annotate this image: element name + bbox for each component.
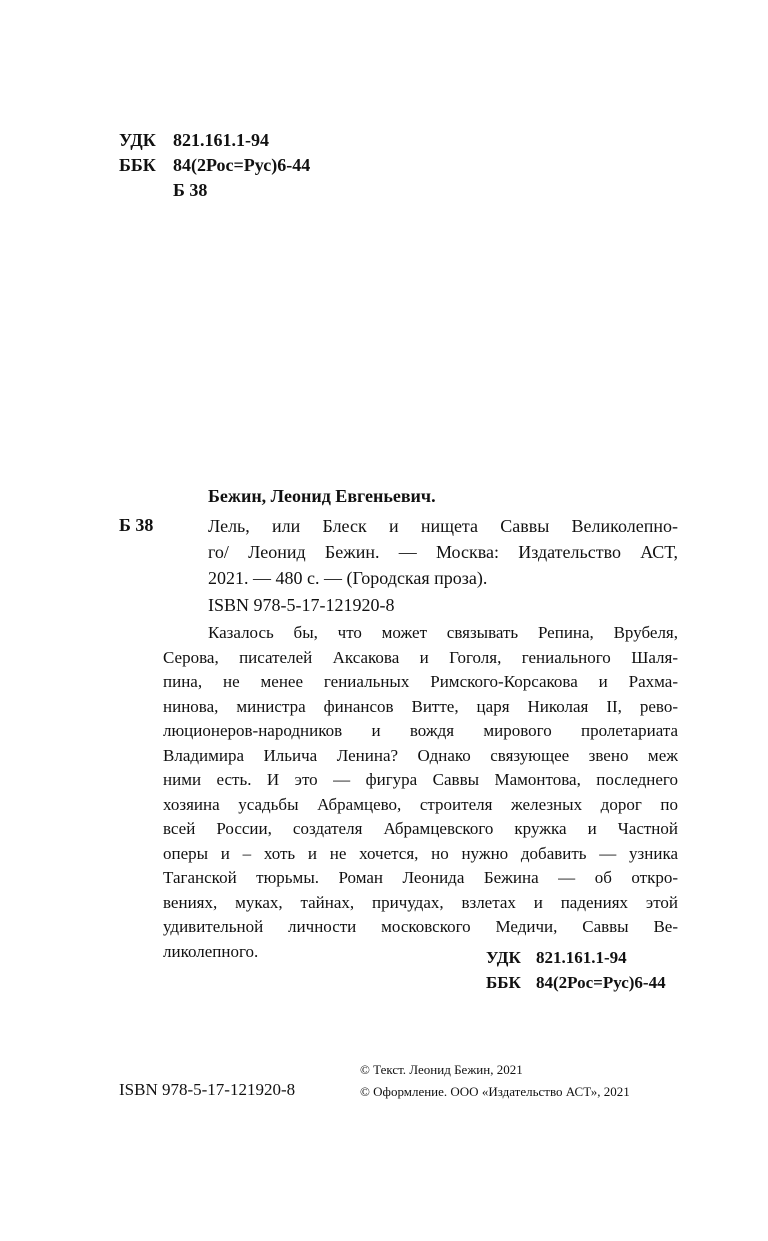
annotation-line: хозяина усадьбы Абрамцево, строителя железных дорог по <box>163 794 678 814</box>
bottom-udk-row <box>486 945 666 970</box>
annotation-line: Казалось бы, что может связывать Репина, Врубеля, <box>208 623 678 642</box>
entry-line: 2021. — 480 с. — (Городская проза). <box>208 568 488 588</box>
copyright-design: © Оформление. ООО «Издательство АСТ», 2021 <box>360 1084 630 1099</box>
annotation-line: Таганской тюрьмы. Роман Леонида Бежина — об откро- <box>163 868 678 887</box>
annotation-line: ними есть. И это — фигура Саввы Мамонтова, последнего <box>163 770 678 789</box>
annotation-line: люционеров-народников и вождя мирового пролетариата <box>163 721 678 740</box>
annotation-line: нинова, министра финансов Витте, царя Николая II, рево- <box>163 696 678 716</box>
entry-author-code: Б 38 <box>119 515 154 535</box>
annotation-line: ликолепного. <box>163 941 259 961</box>
footer-isbn: ISBN 978-5-17-121920-8 <box>119 1080 296 1099</box>
top-author-code-row <box>119 178 310 203</box>
copyright-block <box>360 1059 630 1103</box>
top-bbk-value: 84(2Рос=Рус)6-44 <box>173 155 311 175</box>
bottom-classification <box>486 945 666 995</box>
top-udk-value: 821.161.1-94 <box>173 130 269 150</box>
annotation-line: вениях, муках, тайнах, причудах, взлетах и падениях этой <box>163 892 678 912</box>
entry-isbn: ISBN 978-5-17-121920-8 <box>208 595 395 615</box>
bottom-udk-value: 821.161.1-94 <box>536 948 627 967</box>
entry-description <box>208 513 678 591</box>
annotation-line: всей России, создателя Абрамцевского кружка и Частной <box>163 819 678 838</box>
annotation-line: Серова, писателей Аксакова и Гоголя, гениального Шаля- <box>163 647 678 667</box>
bottom-bbk-value: 84(2Рос=Рус)6-44 <box>536 973 666 992</box>
annotation <box>163 621 678 964</box>
annotation-line: пина, не менее гениальных Римского-Корсакова и Рахма- <box>163 672 678 691</box>
bottom-bbk-row <box>486 970 666 995</box>
top-udk-row <box>119 128 310 153</box>
annotation-line: удивительной личности московского Медичи, Саввы Ве- <box>163 917 678 936</box>
annotation-line: оперы и – хоть и не хочется, но нужно добавить — узника <box>163 843 678 863</box>
top-bbk-row <box>119 153 310 178</box>
top-author-code: Б 38 <box>173 180 208 200</box>
copyright-text: © Текст. Леонид Бежин, 2021 <box>360 1062 523 1077</box>
bottom-bbk-label: ББК <box>486 973 521 992</box>
top-classification <box>119 128 310 203</box>
entry-line: го/ Леонид Бежин. — Москва: Издательство АСТ, <box>208 542 678 562</box>
entry-author: Бежин, Леонид Евгеньевич. <box>208 486 436 506</box>
bottom-udk-label: УДК <box>486 948 521 967</box>
top-bbk-label: ББК <box>119 155 156 175</box>
entry-line: Лель, или Блеск и нищета Саввы Великолепно- <box>208 516 678 536</box>
top-udk-label: УДК <box>119 130 156 150</box>
annotation-line: Владимира Ильича Ленина? Однако связующее звено меж <box>163 745 678 765</box>
